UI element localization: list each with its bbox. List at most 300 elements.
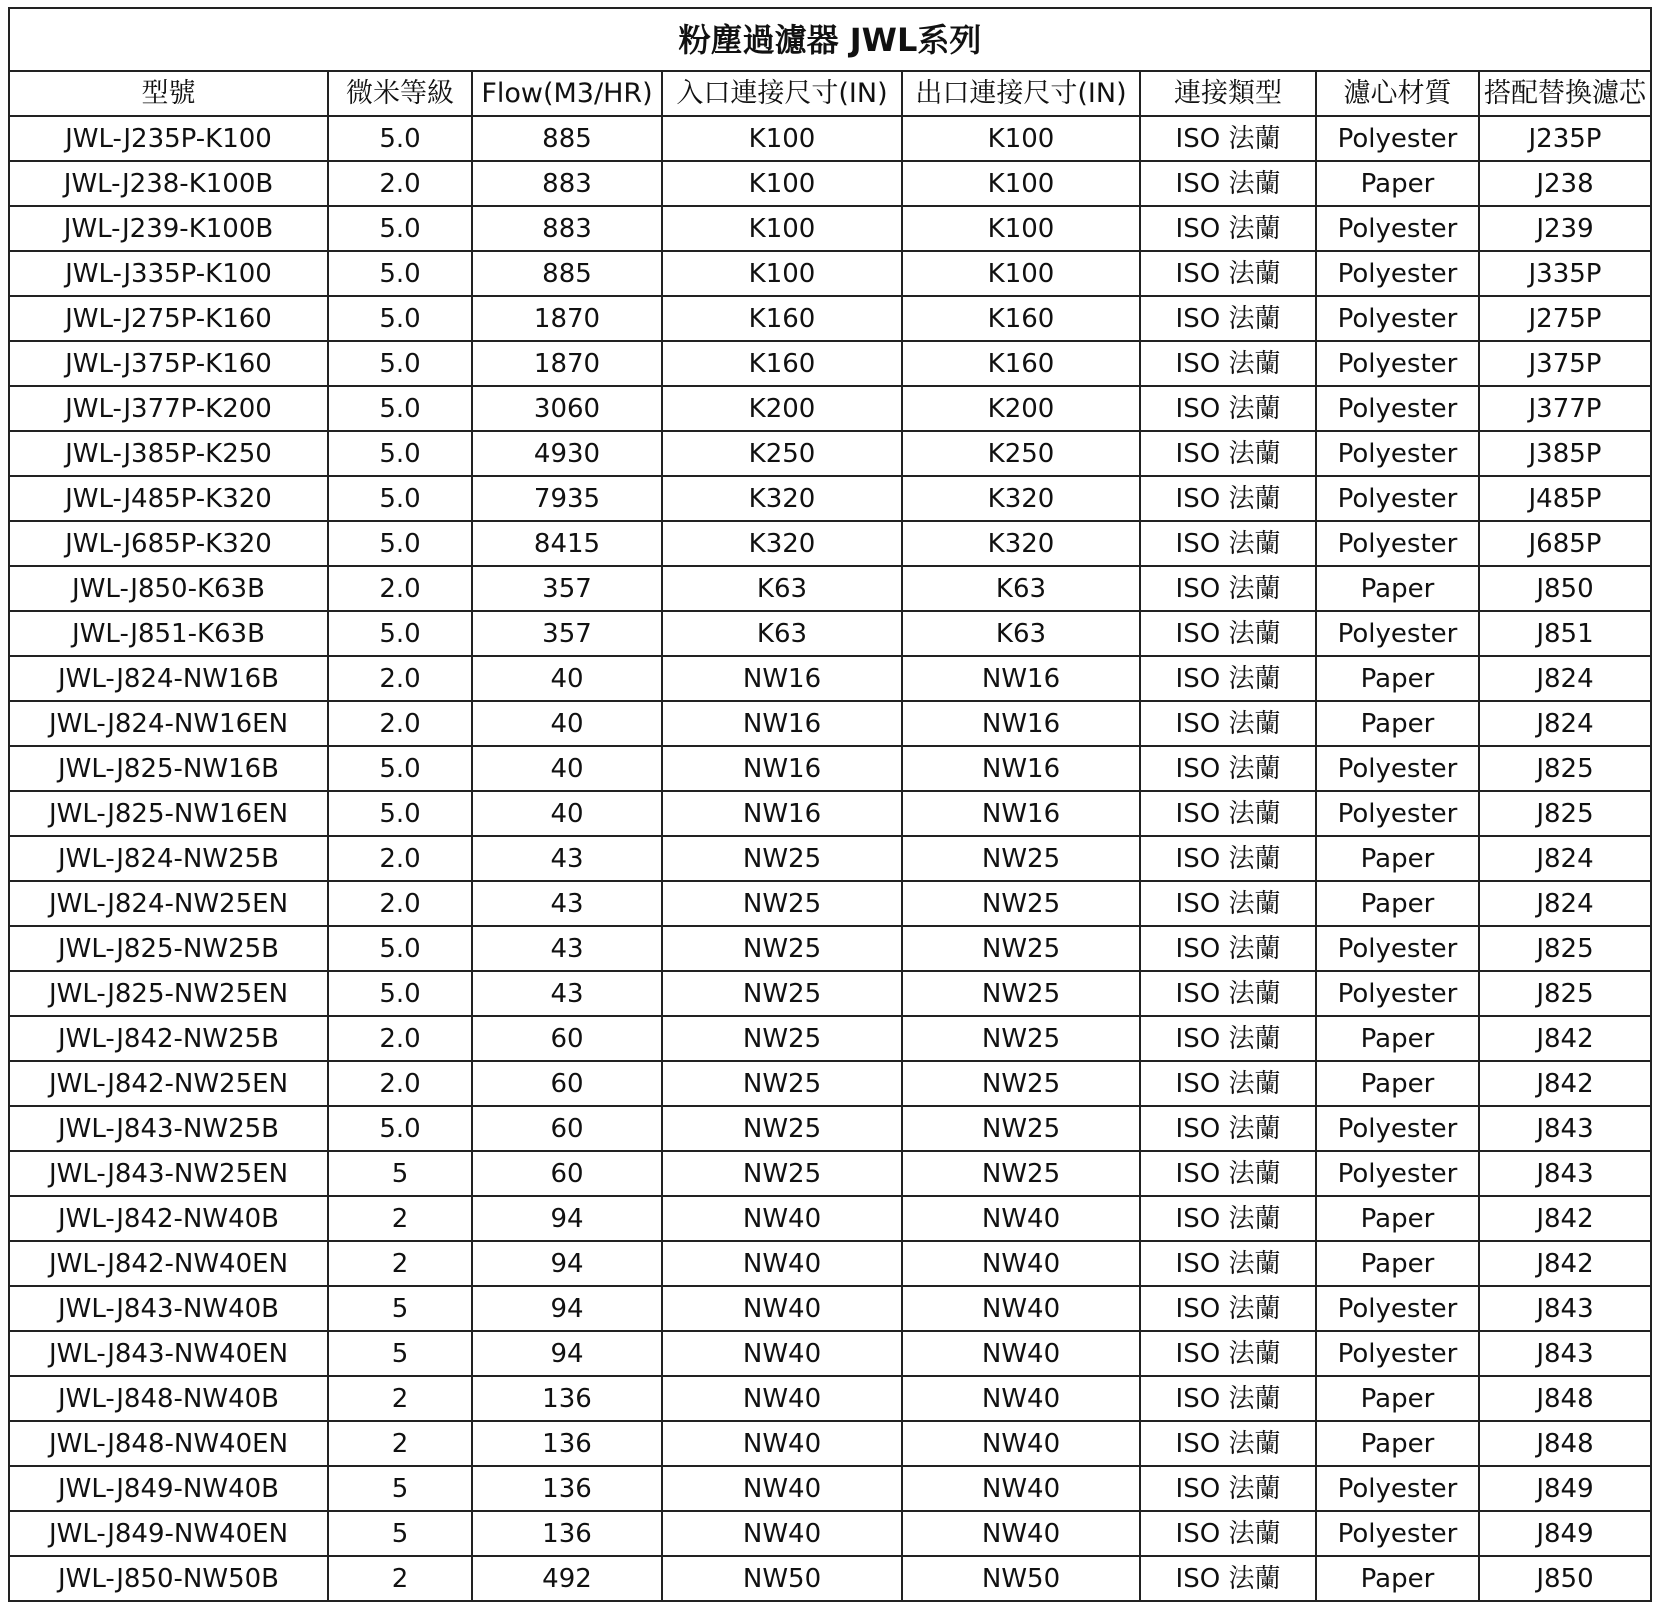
cell-micron-rating: 2 — [328, 1421, 472, 1466]
cell-element-material: Polyester — [1316, 386, 1479, 431]
cell-replacement-element: J685P — [1479, 521, 1651, 566]
cell-connection-type: ISO 法蘭 — [1140, 431, 1316, 476]
cell-model: JWL-J842-NW40EN — [9, 1241, 328, 1286]
cell-model: JWL-J235P-K100 — [9, 116, 328, 161]
cell-element-material: Paper — [1316, 1061, 1479, 1106]
cell-outlet-size: NW25 — [902, 1061, 1140, 1106]
cell-replacement-element: J848 — [1479, 1376, 1651, 1421]
table-row — [9, 1331, 1651, 1376]
cell-replacement-element: J825 — [1479, 926, 1651, 971]
cell-flow: 60 — [472, 1016, 662, 1061]
cell-inlet-size: NW25 — [662, 836, 902, 881]
cell-connection-type: ISO 法蘭 — [1140, 206, 1316, 251]
cell-flow: 136 — [472, 1421, 662, 1466]
cell-element-material: Paper — [1316, 701, 1479, 746]
table-row — [9, 1421, 1651, 1466]
cell-inlet-size: NW16 — [662, 746, 902, 791]
column-header-model: 型號 — [9, 71, 328, 116]
cell-model: JWL-J850-NW50B — [9, 1556, 328, 1601]
cell-connection-type: ISO 法蘭 — [1140, 836, 1316, 881]
cell-outlet-size: NW25 — [902, 971, 1140, 1016]
cell-model: JWL-J485P-K320 — [9, 476, 328, 521]
cell-inlet-size: NW25 — [662, 926, 902, 971]
table-row — [9, 656, 1651, 701]
cell-micron-rating: 2.0 — [328, 1016, 472, 1061]
cell-micron-rating: 2.0 — [328, 701, 472, 746]
cell-replacement-element: J842 — [1479, 1241, 1651, 1286]
cell-outlet-size: K250 — [902, 431, 1140, 476]
cell-micron-rating: 5 — [328, 1511, 472, 1556]
cell-connection-type: ISO 法蘭 — [1140, 701, 1316, 746]
table-row — [9, 341, 1651, 386]
cell-micron-rating: 5.0 — [328, 476, 472, 521]
cell-model: JWL-J825-NW25EN — [9, 971, 328, 1016]
cell-inlet-size: K100 — [662, 116, 902, 161]
cell-outlet-size: NW40 — [902, 1286, 1140, 1331]
cell-element-material: Paper — [1316, 161, 1479, 206]
cell-replacement-element: J849 — [1479, 1511, 1651, 1556]
cell-inlet-size: NW25 — [662, 1016, 902, 1061]
cell-inlet-size: K320 — [662, 476, 902, 521]
cell-inlet-size: K100 — [662, 161, 902, 206]
cell-replacement-element: J842 — [1479, 1196, 1651, 1241]
cell-outlet-size: NW40 — [902, 1376, 1140, 1421]
cell-flow: 40 — [472, 656, 662, 701]
table-row — [9, 251, 1651, 296]
cell-model: JWL-J825-NW25B — [9, 926, 328, 971]
cell-connection-type: ISO 法蘭 — [1140, 971, 1316, 1016]
column-header-flow: Flow(M3/HR) — [472, 71, 662, 116]
cell-flow: 43 — [472, 881, 662, 926]
cell-inlet-size: K320 — [662, 521, 902, 566]
cell-replacement-element: J849 — [1479, 1466, 1651, 1511]
column-header-outlet-size: 出口連接尺寸(IN) — [902, 71, 1140, 116]
cell-outlet-size: NW50 — [902, 1556, 1140, 1601]
cell-outlet-size: K100 — [902, 206, 1140, 251]
cell-replacement-element: J239 — [1479, 206, 1651, 251]
cell-flow: 40 — [472, 701, 662, 746]
cell-micron-rating: 2 — [328, 1241, 472, 1286]
cell-connection-type: ISO 法蘭 — [1140, 1016, 1316, 1061]
cell-flow: 60 — [472, 1151, 662, 1196]
cell-connection-type: ISO 法蘭 — [1140, 1511, 1316, 1556]
cell-connection-type: ISO 法蘭 — [1140, 296, 1316, 341]
cell-replacement-element: J843 — [1479, 1331, 1651, 1376]
cell-connection-type: ISO 法蘭 — [1140, 926, 1316, 971]
cell-outlet-size: NW40 — [902, 1241, 1140, 1286]
cell-outlet-size: K160 — [902, 341, 1140, 386]
table-row — [9, 926, 1651, 971]
cell-connection-type: ISO 法蘭 — [1140, 1421, 1316, 1466]
table-header-row — [9, 71, 1651, 116]
cell-element-material: Polyester — [1316, 206, 1479, 251]
cell-outlet-size: NW25 — [902, 1106, 1140, 1151]
table-row — [9, 386, 1651, 431]
cell-element-material: Polyester — [1316, 251, 1479, 296]
cell-flow: 136 — [472, 1376, 662, 1421]
cell-replacement-element: J851 — [1479, 611, 1651, 656]
cell-element-material: Polyester — [1316, 1286, 1479, 1331]
cell-element-material: Paper — [1316, 566, 1479, 611]
cell-micron-rating: 2 — [328, 1196, 472, 1241]
cell-model: JWL-J825-NW16EN — [9, 791, 328, 836]
cell-inlet-size: NW40 — [662, 1331, 902, 1376]
cell-connection-type: ISO 法蘭 — [1140, 1466, 1316, 1511]
cell-replacement-element: J377P — [1479, 386, 1651, 431]
table-row — [9, 701, 1651, 746]
cell-micron-rating: 2 — [328, 1556, 472, 1601]
cell-flow: 4930 — [472, 431, 662, 476]
cell-connection-type: ISO 法蘭 — [1140, 386, 1316, 431]
cell-connection-type: ISO 法蘭 — [1140, 1106, 1316, 1151]
cell-element-material: Polyester — [1316, 476, 1479, 521]
cell-inlet-size: NW25 — [662, 881, 902, 926]
cell-replacement-element: J850 — [1479, 1556, 1651, 1601]
cell-replacement-element: J335P — [1479, 251, 1651, 296]
cell-connection-type: ISO 法蘭 — [1140, 1286, 1316, 1331]
cell-model: JWL-J850-K63B — [9, 566, 328, 611]
cell-replacement-element: J385P — [1479, 431, 1651, 476]
cell-model: JWL-J824-NW16B — [9, 656, 328, 701]
cell-micron-rating: 2.0 — [328, 836, 472, 881]
cell-model: JWL-J824-NW25EN — [9, 881, 328, 926]
cell-connection-type: ISO 法蘭 — [1140, 1241, 1316, 1286]
cell-flow: 60 — [472, 1061, 662, 1106]
spec-sheet — [8, 7, 1650, 1602]
cell-model: JWL-J375P-K160 — [9, 341, 328, 386]
cell-element-material: Polyester — [1316, 1466, 1479, 1511]
cell-micron-rating: 2.0 — [328, 881, 472, 926]
table-row — [9, 881, 1651, 926]
cell-flow: 883 — [472, 206, 662, 251]
cell-element-material: Paper — [1316, 1421, 1479, 1466]
cell-outlet-size: K160 — [902, 296, 1140, 341]
cell-inlet-size: NW25 — [662, 1151, 902, 1196]
cell-outlet-size: NW40 — [902, 1421, 1140, 1466]
table-title: 粉塵過濾器 JWL系列 — [9, 8, 1651, 71]
cell-replacement-element: J485P — [1479, 476, 1651, 521]
cell-replacement-element: J850 — [1479, 566, 1651, 611]
table-row — [9, 566, 1651, 611]
cell-model: JWL-J842-NW25EN — [9, 1061, 328, 1106]
cell-replacement-element: J238 — [1479, 161, 1651, 206]
cell-replacement-element: J825 — [1479, 746, 1651, 791]
cell-micron-rating: 2.0 — [328, 566, 472, 611]
cell-micron-rating: 5.0 — [328, 341, 472, 386]
column-header-element-material: 濾心材質 — [1316, 71, 1479, 116]
cell-flow: 94 — [472, 1196, 662, 1241]
cell-flow: 1870 — [472, 296, 662, 341]
cell-element-material: Paper — [1316, 836, 1479, 881]
cell-inlet-size: NW40 — [662, 1196, 902, 1241]
cell-connection-type: ISO 法蘭 — [1140, 1061, 1316, 1106]
cell-micron-rating: 5.0 — [328, 431, 472, 476]
cell-element-material: Polyester — [1316, 1331, 1479, 1376]
cell-model: JWL-J385P-K250 — [9, 431, 328, 476]
cell-connection-type: ISO 法蘭 — [1140, 1556, 1316, 1601]
cell-micron-rating: 5 — [328, 1466, 472, 1511]
cell-replacement-element: J375P — [1479, 341, 1651, 386]
cell-outlet-size: K320 — [902, 521, 1140, 566]
cell-connection-type: ISO 法蘭 — [1140, 251, 1316, 296]
cell-flow: 43 — [472, 836, 662, 881]
cell-micron-rating: 5.0 — [328, 611, 472, 656]
table-body — [9, 116, 1651, 1601]
cell-model: JWL-J825-NW16B — [9, 746, 328, 791]
table-row — [9, 431, 1651, 476]
cell-element-material: Polyester — [1316, 116, 1479, 161]
cell-connection-type: ISO 法蘭 — [1140, 521, 1316, 566]
cell-micron-rating: 5.0 — [328, 206, 472, 251]
cell-outlet-size: K63 — [902, 566, 1140, 611]
table-row — [9, 1466, 1651, 1511]
cell-element-material: Paper — [1316, 1376, 1479, 1421]
cell-outlet-size: NW40 — [902, 1331, 1140, 1376]
cell-replacement-element: J825 — [1479, 971, 1651, 1016]
cell-outlet-size: NW25 — [902, 836, 1140, 881]
cell-model: JWL-J238-K100B — [9, 161, 328, 206]
cell-micron-rating: 5 — [328, 1151, 472, 1196]
cell-flow: 1870 — [472, 341, 662, 386]
cell-replacement-element: J843 — [1479, 1106, 1651, 1151]
cell-micron-rating: 5.0 — [328, 746, 472, 791]
cell-micron-rating: 5.0 — [328, 296, 472, 341]
table-row — [9, 1286, 1651, 1331]
cell-replacement-element: J824 — [1479, 881, 1651, 926]
cell-inlet-size: K63 — [662, 611, 902, 656]
cell-replacement-element: J824 — [1479, 701, 1651, 746]
cell-replacement-element: J275P — [1479, 296, 1651, 341]
cell-connection-type: ISO 法蘭 — [1140, 1151, 1316, 1196]
cell-element-material: Paper — [1316, 881, 1479, 926]
cell-micron-rating: 5.0 — [328, 1106, 472, 1151]
cell-flow: 8415 — [472, 521, 662, 566]
table-title-row — [9, 8, 1651, 71]
cell-connection-type: ISO 法蘭 — [1140, 746, 1316, 791]
cell-connection-type: ISO 法蘭 — [1140, 611, 1316, 656]
cell-micron-rating: 5.0 — [328, 521, 472, 566]
cell-flow: 136 — [472, 1511, 662, 1556]
cell-micron-rating: 5.0 — [328, 926, 472, 971]
cell-inlet-size: K160 — [662, 341, 902, 386]
table-row — [9, 1241, 1651, 1286]
table-row — [9, 746, 1651, 791]
cell-flow: 43 — [472, 971, 662, 1016]
cell-inlet-size: NW25 — [662, 1061, 902, 1106]
cell-replacement-element: J825 — [1479, 791, 1651, 836]
cell-model: JWL-J239-K100B — [9, 206, 328, 251]
cell-outlet-size: K200 — [902, 386, 1140, 431]
cell-connection-type: ISO 法蘭 — [1140, 116, 1316, 161]
cell-flow: 60 — [472, 1106, 662, 1151]
cell-model: JWL-J843-NW25EN — [9, 1151, 328, 1196]
cell-flow: 94 — [472, 1331, 662, 1376]
cell-flow: 3060 — [472, 386, 662, 431]
cell-model: JWL-J842-NW40B — [9, 1196, 328, 1241]
cell-micron-rating: 5.0 — [328, 791, 472, 836]
cell-element-material: Paper — [1316, 656, 1479, 701]
cell-flow: 883 — [472, 161, 662, 206]
cell-flow: 7935 — [472, 476, 662, 521]
cell-connection-type: ISO 法蘭 — [1140, 881, 1316, 926]
cell-element-material: Paper — [1316, 1241, 1479, 1286]
cell-micron-rating: 2.0 — [328, 1061, 472, 1106]
table-row — [9, 1556, 1651, 1601]
cell-element-material: Polyester — [1316, 746, 1479, 791]
table-row — [9, 611, 1651, 656]
cell-model: JWL-J685P-K320 — [9, 521, 328, 566]
cell-inlet-size: NW25 — [662, 1106, 902, 1151]
table-row — [9, 1511, 1651, 1556]
cell-outlet-size: NW16 — [902, 791, 1140, 836]
cell-outlet-size: NW25 — [902, 1016, 1140, 1061]
cell-flow: 885 — [472, 251, 662, 296]
cell-model: JWL-J824-NW25B — [9, 836, 328, 881]
cell-element-material: Polyester — [1316, 791, 1479, 836]
cell-inlet-size: NW40 — [662, 1421, 902, 1466]
cell-outlet-size: NW25 — [902, 926, 1140, 971]
column-header-inlet-size: 入口連接尺寸(IN) — [662, 71, 902, 116]
cell-inlet-size: NW16 — [662, 791, 902, 836]
cell-micron-rating: 5.0 — [328, 386, 472, 431]
cell-replacement-element: J843 — [1479, 1286, 1651, 1331]
table-row — [9, 971, 1651, 1016]
cell-model: JWL-J849-NW40EN — [9, 1511, 328, 1556]
filter-spec-table — [8, 7, 1652, 1602]
cell-flow: 94 — [472, 1286, 662, 1331]
cell-inlet-size: NW16 — [662, 656, 902, 701]
cell-element-material: Polyester — [1316, 611, 1479, 656]
cell-connection-type: ISO 法蘭 — [1140, 566, 1316, 611]
cell-connection-type: ISO 法蘭 — [1140, 1376, 1316, 1421]
cell-flow: 357 — [472, 566, 662, 611]
cell-connection-type: ISO 法蘭 — [1140, 1196, 1316, 1241]
cell-element-material: Polyester — [1316, 521, 1479, 566]
cell-flow: 43 — [472, 926, 662, 971]
cell-inlet-size: K100 — [662, 251, 902, 296]
cell-micron-rating: 5 — [328, 1286, 472, 1331]
cell-micron-rating: 2 — [328, 1376, 472, 1421]
cell-element-material: Paper — [1316, 1556, 1479, 1601]
cell-outlet-size: NW16 — [902, 656, 1140, 701]
cell-model: JWL-J843-NW40EN — [9, 1331, 328, 1376]
cell-inlet-size: NW40 — [662, 1286, 902, 1331]
cell-replacement-element: J842 — [1479, 1016, 1651, 1061]
cell-outlet-size: NW16 — [902, 701, 1140, 746]
cell-element-material: Polyester — [1316, 341, 1479, 386]
cell-model: JWL-J849-NW40B — [9, 1466, 328, 1511]
table-row — [9, 116, 1651, 161]
cell-inlet-size: NW40 — [662, 1511, 902, 1556]
cell-micron-rating: 5.0 — [328, 251, 472, 296]
cell-model: JWL-J824-NW16EN — [9, 701, 328, 746]
cell-inlet-size: NW40 — [662, 1241, 902, 1286]
cell-replacement-element: J824 — [1479, 836, 1651, 881]
cell-outlet-size: NW25 — [902, 881, 1140, 926]
cell-model: JWL-J851-K63B — [9, 611, 328, 656]
cell-inlet-size: NW40 — [662, 1466, 902, 1511]
column-header-connection-type: 連接類型 — [1140, 71, 1316, 116]
cell-element-material: Polyester — [1316, 926, 1479, 971]
table-row — [9, 1151, 1651, 1196]
cell-model: JWL-J335P-K100 — [9, 251, 328, 296]
table-row — [9, 476, 1651, 521]
table-row — [9, 161, 1651, 206]
cell-micron-rating: 5.0 — [328, 116, 472, 161]
table-row — [9, 1061, 1651, 1106]
cell-outlet-size: K100 — [902, 251, 1140, 296]
cell-outlet-size: K63 — [902, 611, 1140, 656]
cell-inlet-size: NW16 — [662, 701, 902, 746]
cell-inlet-size: K250 — [662, 431, 902, 476]
cell-outlet-size: K100 — [902, 161, 1140, 206]
table-row — [9, 1016, 1651, 1061]
cell-element-material: Polyester — [1316, 1106, 1479, 1151]
cell-element-material: Polyester — [1316, 1511, 1479, 1556]
cell-element-material: Polyester — [1316, 1151, 1479, 1196]
cell-outlet-size: K320 — [902, 476, 1140, 521]
cell-inlet-size: NW40 — [662, 1376, 902, 1421]
cell-flow: 40 — [472, 791, 662, 836]
table-row — [9, 836, 1651, 881]
cell-flow: 94 — [472, 1241, 662, 1286]
cell-inlet-size: NW25 — [662, 971, 902, 1016]
cell-flow: 885 — [472, 116, 662, 161]
cell-element-material: Paper — [1316, 1016, 1479, 1061]
cell-model: JWL-J848-NW40B — [9, 1376, 328, 1421]
cell-connection-type: ISO 法蘭 — [1140, 1331, 1316, 1376]
cell-micron-rating: 5 — [328, 1331, 472, 1376]
cell-element-material: Polyester — [1316, 431, 1479, 476]
cell-micron-rating: 2.0 — [328, 656, 472, 701]
cell-connection-type: ISO 法蘭 — [1140, 656, 1316, 701]
cell-flow: 357 — [472, 611, 662, 656]
cell-inlet-size: K200 — [662, 386, 902, 431]
cell-element-material: Paper — [1316, 1196, 1479, 1241]
table-row — [9, 791, 1651, 836]
cell-flow: 136 — [472, 1466, 662, 1511]
cell-micron-rating: 5.0 — [328, 971, 472, 1016]
cell-replacement-element: J824 — [1479, 656, 1651, 701]
cell-outlet-size: NW40 — [902, 1196, 1140, 1241]
table-row — [9, 1106, 1651, 1151]
cell-element-material: Polyester — [1316, 971, 1479, 1016]
column-header-micron-rating: 微米等級 — [328, 71, 472, 116]
cell-model: JWL-J377P-K200 — [9, 386, 328, 431]
cell-flow: 492 — [472, 1556, 662, 1601]
cell-outlet-size: K100 — [902, 116, 1140, 161]
table-row — [9, 206, 1651, 251]
cell-inlet-size: K100 — [662, 206, 902, 251]
cell-inlet-size: K63 — [662, 566, 902, 611]
cell-model: JWL-J843-NW40B — [9, 1286, 328, 1331]
table-row — [9, 296, 1651, 341]
cell-model: JWL-J848-NW40EN — [9, 1421, 328, 1466]
cell-connection-type: ISO 法蘭 — [1140, 161, 1316, 206]
cell-replacement-element: J235P — [1479, 116, 1651, 161]
cell-outlet-size: NW16 — [902, 746, 1140, 791]
table-row — [9, 521, 1651, 566]
cell-inlet-size: NW50 — [662, 1556, 902, 1601]
cell-outlet-size: NW25 — [902, 1151, 1140, 1196]
cell-replacement-element: J848 — [1479, 1421, 1651, 1466]
cell-outlet-size: NW40 — [902, 1466, 1140, 1511]
column-header-replacement-element: 搭配替換濾芯 — [1479, 71, 1651, 116]
cell-inlet-size: K160 — [662, 296, 902, 341]
cell-flow: 40 — [472, 746, 662, 791]
cell-connection-type: ISO 法蘭 — [1140, 341, 1316, 386]
cell-model: JWL-J842-NW25B — [9, 1016, 328, 1061]
